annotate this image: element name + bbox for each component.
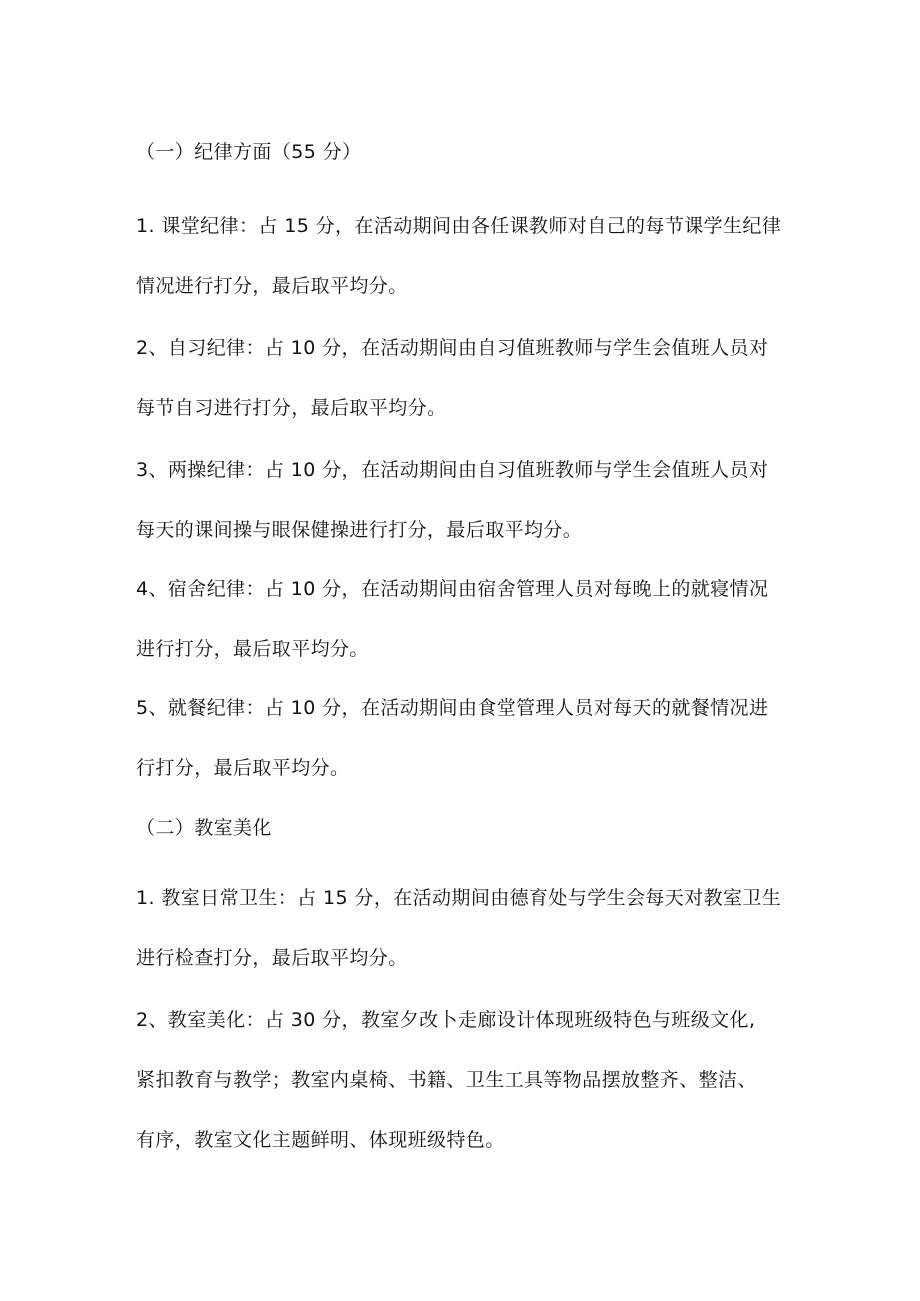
paragraph-self-study-discipline — [136, 318, 788, 438]
paragraph-exercise-discipline — [136, 440, 788, 560]
paragraph-line: 2、自习纪律：占 10 分，在活动期间由自习值班教师与学生会值班人员对 — [136, 337, 769, 359]
paragraph-line: 进行打分，最后取平均分。 — [136, 638, 369, 660]
heading-text: （一）纪律方面（55 分） — [136, 141, 362, 163]
paragraph-line: 有序，教室文化主题鲜明、体现班级特色。 — [136, 1129, 505, 1151]
paragraph-dormitory-discipline — [136, 559, 788, 679]
paragraph-classroom-hygiene — [136, 868, 788, 988]
paragraph-line: 4、宿舍纪律：占 10 分，在活动期间由宿舍管理人员对每晚上的就寝情况 — [136, 578, 769, 600]
paragraph-classroom-discipline — [136, 196, 788, 316]
paragraph-classroom-beautification — [136, 990, 788, 1170]
paragraph-line: 每节自习进行打分，最后取平均分。 — [136, 397, 447, 419]
paragraph-dining-discipline — [136, 678, 788, 798]
paragraph-line: 1. 课堂纪律：占 15 分，在活动期间由各任课教师对自己的每节课学生纪律 — [136, 215, 782, 237]
paragraph-line: 3、两操纪律：占 10 分，在活动期间由自习值班教师与学生会值班人员对 — [136, 459, 769, 481]
paragraph-line: 行打分，最后取平均分。 — [136, 757, 350, 779]
section-heading-discipline — [136, 122, 788, 182]
paragraph-line: 情况进行打分，最后取平均分。 — [136, 275, 408, 297]
paragraph-line: 1. 教室日常卫生：占 15 分，在活动期间由德育处与学生会每天对教室卫生 — [136, 887, 782, 909]
paragraph-line: 2、教室美化：占 30 分，教室夕改卜走廊设计体现班级特色与班级文化, — [136, 1009, 756, 1031]
section-heading-classroom-beautification — [136, 798, 788, 858]
paragraph-line: 进行检查打分，最后取平均分。 — [136, 947, 408, 969]
paragraph-line: 紧扣教育与教学；教室内桌椅、书籍、卫生工具等物品摆放整齐、整洁、 — [136, 1069, 757, 1091]
paragraph-line: 每天的课间操与眼保健操进行打分，最后取平均分。 — [136, 519, 583, 541]
paragraph-line: 5、就餐纪律：占 10 分，在活动期间由食堂管理人员对每天的就餐情况进 — [136, 697, 769, 719]
heading-text: （二）教室美化 — [136, 817, 272, 839]
